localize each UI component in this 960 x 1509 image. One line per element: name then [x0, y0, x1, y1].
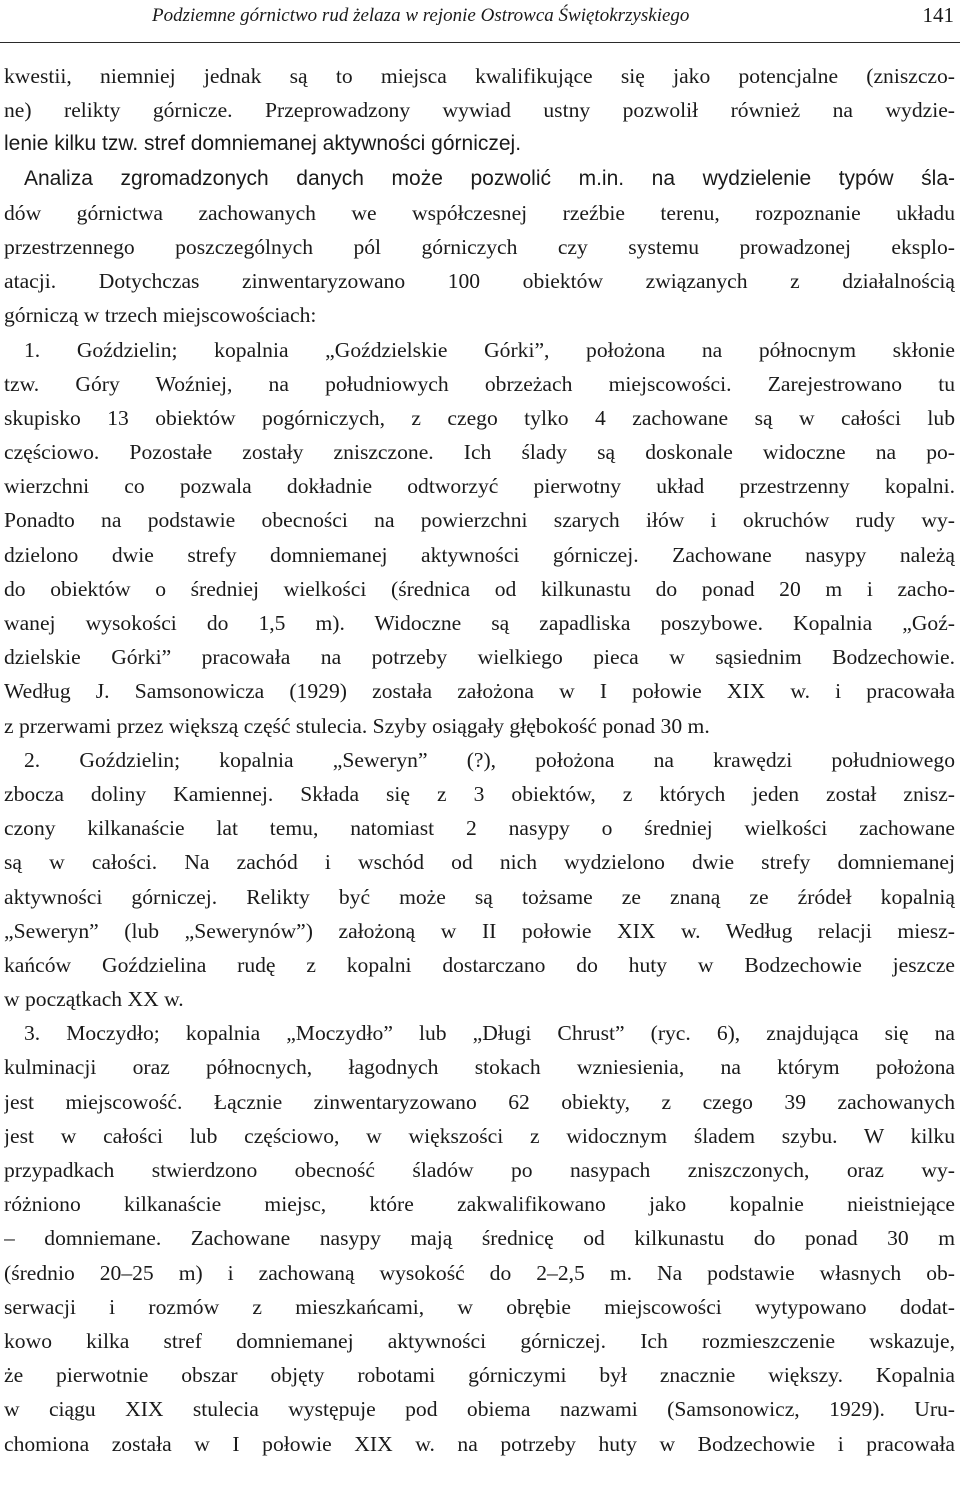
text-line: przypadkach stwierdzono obecność śladów po nasypach zniszczonych, oraz wy-	[4, 1158, 955, 1182]
text-line: Według J. Samsonowicza (1929) została założona w I połowie XIX w. i pracowała	[4, 679, 955, 704]
text-line: serwacji i rozmów z mieszkańcami, w obrębie miejscowości wytypowano dodat-	[4, 1294, 955, 1319]
text-line: częściowo. Pozostałe zostały zniszczone. Ich ślady są doskonale widoczne na po-	[4, 440, 955, 465]
text-line: w ciągu XIX stulecia występuje pod obiema nazwami (Samsonowicz, 1929). Uru-	[4, 1397, 955, 1422]
text-line: jest w całości lub częściowo, w większości z widocznym śladem szybu. W kilku	[4, 1123, 955, 1148]
text-line: kulminacji oraz północnych, łagodnych stokach wzniesienia, na którym położona	[4, 1055, 955, 1080]
text-line: przestrzennego poszczególnych pól górniczych czy systemu prowadzonej eksplo-	[4, 234, 955, 259]
text-line: 1. Goździelin; kopalnia „Goździelskie Górki”, położona na północnym skłonie	[24, 337, 955, 362]
header-rule	[0, 42, 960, 43]
text-line: kańców Goździelina rudę z kopalni dostarczano do huty w Bodzechowie jeszcze	[4, 952, 955, 977]
text-line: wanej wysokości do 1,5 m). Widoczne są zapadliska poszybowe. Kopalnia „Goź-	[4, 611, 955, 635]
text-line: z przerwami przez większą część stulecia. Szyby osiągały głębokość ponad 30 m.	[4, 713, 710, 738]
page-number: 141	[922, 3, 954, 27]
text-line: „Seweryn” (lub „Sewerynów”) założoną w II połowie XIX w. Według relacji miesz-	[4, 918, 955, 943]
text-line: w początkach XX w.	[4, 987, 184, 1012]
running-header	[0, 0, 960, 44]
text-line: są w całości. Na zachód i wschód od nich wydzielono dwie strefy domniemanej	[4, 850, 955, 875]
text-line: górniczą w trzech miejscowościach:	[4, 303, 317, 328]
text-line: skupisko 13 obiektów pogórniczych, z czego tylko 4 zachowane są w całości lub	[4, 405, 955, 430]
text-line: jest miejscowość. Łącznie zinwentaryzowano 62 obiekty, z czego 39 zachowanych	[4, 1089, 955, 1114]
text-line: do obiektów o średniej wielkości (średnica od kilkunastu do ponad 20 m i zacho-	[4, 576, 955, 601]
text-line: tzw. Góry Woźniej, na południowych obrzeżach miejscowości. Zarejestrowano tu	[4, 371, 955, 396]
text-line: aktywności górniczej. Relikty być może są tożsame ze znaną ze źródeł kopalnią	[4, 884, 955, 909]
text-line: czony kilkanaście lat temu, natomiast 2 nasypy o średniej wielkości zachowane	[4, 816, 955, 841]
text-line: chomiona została w I połowie XIX w. na potrzeby huty w Bodzechowie i pracowała	[4, 1431, 955, 1456]
text-line: lenie kilku tzw. stref domniemanej aktywności górniczej.	[4, 132, 522, 156]
text-line: Analiza zgromadzonych danych może pozwolić m.in. na wydzielenie typów śla-	[24, 166, 955, 190]
text-line: wierzchni co pozwala dokładnie odtworzyć pierwotny układ przestrzenny kopalni.	[4, 474, 955, 499]
text-line: 2. Goździelin; kopalnia „Seweryn” (?), położona na krawędzi południowego	[24, 747, 955, 772]
text-line: Ponadto na podstawie obecności na powierzchni szarych iłów i okruchów rudy wy-	[4, 508, 955, 533]
text-line: że pierwotnie obszar objęty robotami górniczymi był znacznie większy. Kopalnia	[4, 1363, 955, 1388]
text-line: zbocza doliny Kamiennej. Składa się z 3 obiektów, z których jeden został znisz-	[4, 781, 955, 806]
text-line: kowo kilka stref domniemanej aktywności górniczej. Ich rozmieszczenie wskazuje,	[4, 1328, 955, 1353]
text-line: dzielskie Górki” pracowała na potrzeby wielkiego pieca w sąsiednim Bodzechowie.	[4, 645, 955, 670]
text-line: ne) relikty górnicze. Przeprowadzony wywiad ustny pozwolił również na wydzie-	[4, 98, 955, 123]
text-line: różniono kilkanaście miejsc, które zakwalifikowano jako kopalnie nieistniejące	[4, 1192, 955, 1217]
text-line: (średnio 20–25 m) i zachowaną wysokość do 2–2,5 m. Na podstawie własnych ob-	[4, 1260, 955, 1285]
text-line: 3. Moczydło; kopalnia „Moczydło” lub „Długi Chrust” (ryc. 6), znajdująca się na	[24, 1021, 955, 1046]
body-text	[4, 59, 955, 1461]
text-line: – domniemane. Zachowane nasypy mają średnicę od kilkunastu do ponad 30 m	[4, 1226, 955, 1251]
text-line: kwestii, niemniej jednak są to miejsca kwalifikujące się jako potencjalne (zniszczo-	[4, 64, 955, 88]
running-title: Podziemne górnictwo rud żelaza w rejonie Ostrowca Świętokrzyskiego	[152, 5, 690, 26]
text-line: atacji. Dotychczas zinwentaryzowano 100 obiektów związanych z działalnością	[4, 269, 955, 294]
text-line: dów górnictwa zachowanych we współczesnej rzeźbie terenu, rozpoznanie układu	[4, 200, 955, 225]
text-line: dzielono dwie strefy domniemanej aktywności górniczej. Zachowane nasypy należą	[4, 542, 955, 567]
